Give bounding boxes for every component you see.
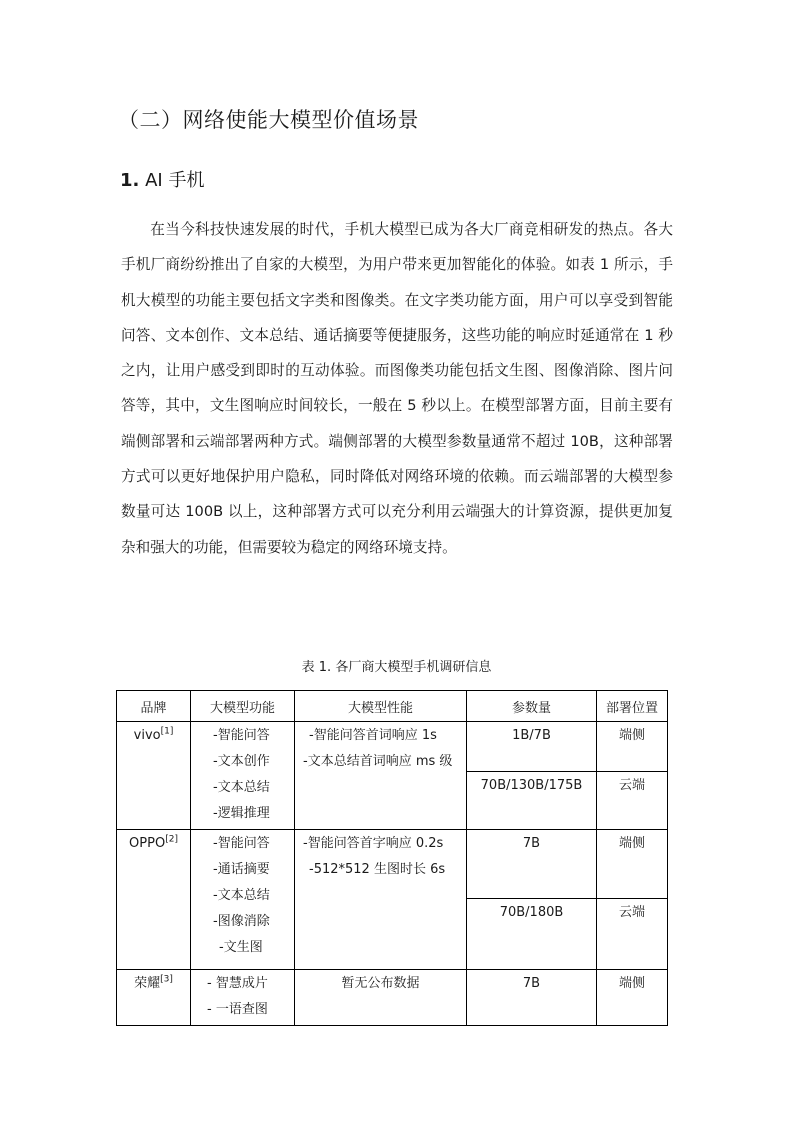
location-cell: [597, 771, 668, 829]
citation-ref: [2]: [165, 834, 178, 845]
performance-item: -512*512 生图时长 6s: [309, 862, 446, 877]
feature-item: -文生图: [219, 940, 263, 955]
performance-cell: [295, 970, 467, 1026]
params-cell: [467, 830, 597, 899]
feature-item: - 智慧成片: [207, 976, 268, 991]
brand-cell: [117, 970, 191, 1026]
location-value: 云端: [618, 777, 645, 793]
table-row: [117, 830, 668, 899]
location-value: 云端: [618, 905, 645, 920]
feature-item: -文本创作: [213, 754, 270, 769]
params-cell: [467, 722, 597, 772]
performance-cell: [295, 722, 467, 830]
feature-item: -智能问答: [213, 728, 270, 743]
location-cell: [597, 722, 668, 772]
subsection-title: [120, 166, 204, 192]
params-cell: [467, 970, 597, 1026]
brand-name: vivo: [133, 728, 161, 743]
performance-item: -智能问答首字响应 0.2s: [303, 836, 444, 851]
params-value: 7B: [522, 976, 541, 991]
section-title: （二）网络使能大模型价值场景: [118, 108, 419, 132]
performance-item: -智能问答首词响应 1s: [309, 728, 437, 743]
feature-item: -通话摘要: [213, 862, 270, 877]
table-row: [117, 722, 668, 772]
feature-item: -文本总结: [213, 888, 270, 903]
feature-item: -文本总结: [213, 780, 270, 795]
header-brand: 品牌: [117, 691, 191, 722]
location-cell: [597, 830, 668, 899]
brand-name: 荣耀: [134, 976, 161, 991]
performance-item: 暂无公布数据: [341, 976, 420, 991]
params-cell: [467, 771, 597, 829]
citation-ref: [1]: [160, 726, 174, 737]
feature-item: -智能问答: [213, 836, 270, 851]
header-location: 部署位置: [597, 691, 668, 722]
location-value: 端侧: [618, 836, 645, 851]
location-value: 端侧: [618, 728, 645, 743]
header-params: 参数量: [467, 691, 597, 722]
features-cell: [191, 970, 295, 1026]
brand-cell: [117, 722, 191, 830]
features-cell: [191, 830, 295, 970]
params-cell: [467, 899, 597, 970]
features-cell: [191, 722, 295, 830]
survey-table: [116, 690, 668, 1026]
params-value: 1B/7B: [512, 728, 551, 743]
params-value: 7B: [522, 836, 541, 851]
performance-item: -文本总结首词响应 ms 级: [303, 754, 453, 769]
header-features: 大模型功能: [191, 691, 295, 722]
brand-name: OPPO: [129, 836, 166, 851]
subsection-number: 1.: [120, 170, 140, 191]
feature-item: - 一语查图: [207, 1002, 268, 1017]
params-value: 70B/130B/175B: [480, 777, 583, 793]
body-paragraph: 在当今科技快速发展的时代，手机大模型已成为各大厂商竞相研发的热点。各大手机厂商纷纷推出了自家的大模型，为用户带来更加智能化的体验。如表 1 所示，手机大模型的功能主要包括文字类和图像类。在文字类功能方面，用户可以享受到智能问答、文本创作、文本总结、通话摘要等便捷服务，这些功能的响应时延通常在 1 秒之内，让用户感受到即时的互动体验。而图像类功能包括文生图、图像消除、图片问答等，其中，文生图响应时间较长，一般在 5 秒以上。在模型部署方面，目前主要有端侧部署和云端部署两种方式。端侧部署的大模型参数量通常不超过 10B，这种部署方式可以更好地保护用户隐私，同时降低对网络环境的依赖。而云端部署的大模型参数量可达 100B 以上，这种部署方式可以充分利用云端强大的计算资源，提供更加复杂和强大的功能，但需要较为稳定的网络环境支持。: [121, 221, 673, 556]
feature-item: -图像消除: [213, 914, 270, 929]
feature-item: -逻辑推理: [213, 806, 270, 821]
location-cell: [597, 899, 668, 970]
params-value: 70B/180B: [499, 905, 564, 920]
location-cell: [597, 970, 668, 1026]
performance-cell: [295, 830, 467, 970]
brand-cell: [117, 830, 191, 970]
table-caption: 表 1. 各厂商大模型手机调研信息: [301, 660, 492, 675]
location-value: 端侧: [618, 976, 645, 991]
table-row: [117, 970, 668, 1026]
header-performance: 大模型性能: [295, 691, 467, 722]
citation-ref: [3]: [160, 974, 173, 985]
table-header-row: [117, 691, 668, 722]
subsection-text: AI 手机: [145, 170, 205, 191]
